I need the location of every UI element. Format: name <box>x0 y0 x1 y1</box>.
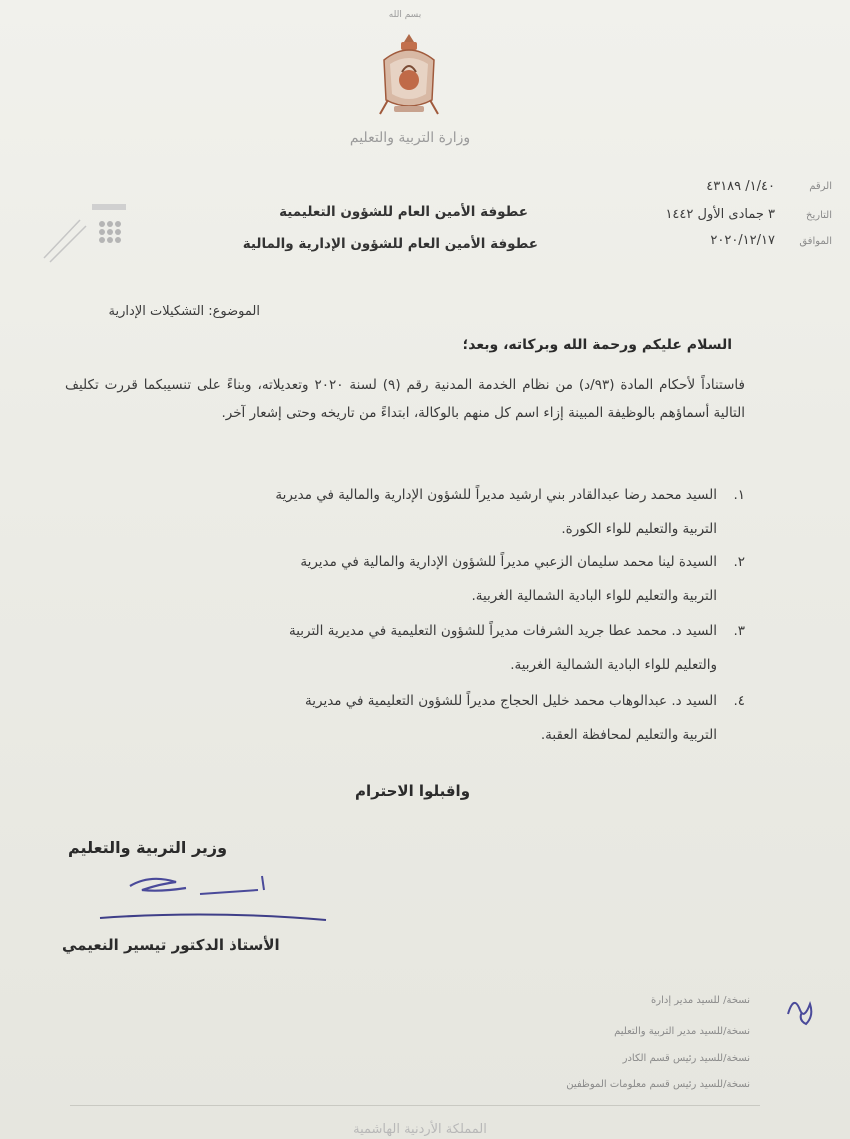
corresponding-date-value: ٢٠٢٠/١٢/١٧ <box>710 233 775 248</box>
item-text: السيد د. عبدالوهاب محمد خليل الحجاج مديراً للشؤون التعليمية في مديرية <box>305 693 717 709</box>
item-text: السيد د. محمد عطا جريد الشرفات مديراً للشؤون التعليمية في مديرية التربية <box>288 623 717 639</box>
recipient-educational: عطوفة الأمين العام للشؤون التعليمية <box>279 204 528 220</box>
number-value: ١/٤٠/ ٤٣١٨٩ <box>706 179 775 194</box>
item-number: ٤. <box>733 693 745 709</box>
coat-of-arms-emblem <box>374 30 444 120</box>
cc-line: نسخة/ للسيد مدير إدارة <box>651 995 750 1006</box>
ministry-name: وزارة التربية والتعليم <box>349 130 471 146</box>
item-number: ٣. <box>733 623 745 639</box>
footer-text: المملكة الأردنية الهاشمية <box>353 1122 487 1137</box>
cc-line: نسخة/للسيد رئيس قسم الكادر <box>622 1053 750 1064</box>
item-number: ١. <box>733 487 745 503</box>
item-text: السيدة لينا محمد سليمان الزعبي مديراً للشؤون الإدارية والمالية في مديرية <box>300 554 717 570</box>
footer-divider <box>70 1105 760 1106</box>
date-label: التاريخ <box>806 210 832 221</box>
recipient-administrative: عطوفة الأمين العام للشؤون الإدارية والمالية <box>242 236 538 252</box>
body-paragraph: فاستناداً لأحكام المادة (٩٣/د) من نظام الخدمة المدنية رقم (٩) لسنة ٢٠٢٠ وتعديلاته، وبناءً على تنسيبكما قررت تكليف التالية أسماؤهم بالوظيفة المبينة إزاء اسم كل منهم بالوكالة، ابتداءً من تاريخه وحتى إشعار آخر. <box>65 377 745 421</box>
list-item <box>55 545 745 613</box>
closing-line: واقبلوا الاحترام <box>355 782 471 800</box>
cc-line: نسخة/للسيد مدير التربية والتعليم <box>614 1026 750 1037</box>
subject-line: الموضوع: التشكيلات الإدارية <box>108 304 260 319</box>
signatory-name: الأستاذ الدكتور تيسير النعيمي <box>62 936 280 954</box>
faded-logo-mark <box>40 196 130 266</box>
item-continuation: التربية والتعليم لمحافظة العقبة. <box>540 727 717 743</box>
list-item <box>55 614 745 682</box>
handwritten-initials <box>780 990 820 1030</box>
top-mark: بسم الله <box>388 10 422 20</box>
item-text: السيد محمد رضا عبدالقادر بني ارشيد مديراً للشؤون الإدارية والمالية في مديرية <box>275 487 717 503</box>
cc-line: نسخة/للسيد رئيس قسم معلومات الموظفين <box>566 1079 750 1090</box>
corresponding-date-label: الموافق <box>799 236 832 247</box>
list-item <box>55 478 745 546</box>
greeting: السلام عليكم ورحمة الله وبركاته، وبعد؛ <box>462 337 732 353</box>
item-number: ٢. <box>733 554 745 570</box>
item-continuation: والتعليم للواء البادية الشمالية الغربية. <box>510 657 717 673</box>
item-continuation: التربية والتعليم للواء البادية الشمالية الغربية. <box>471 588 717 604</box>
signatory-title: وزير التربية والتعليم <box>68 838 228 857</box>
list-item <box>55 684 745 752</box>
date-value: ٣ جمادى الأول ١٤٤٢ <box>665 207 775 222</box>
number-label: الرقم <box>809 181 832 192</box>
item-continuation: التربية والتعليم للواء الكورة. <box>561 521 717 537</box>
